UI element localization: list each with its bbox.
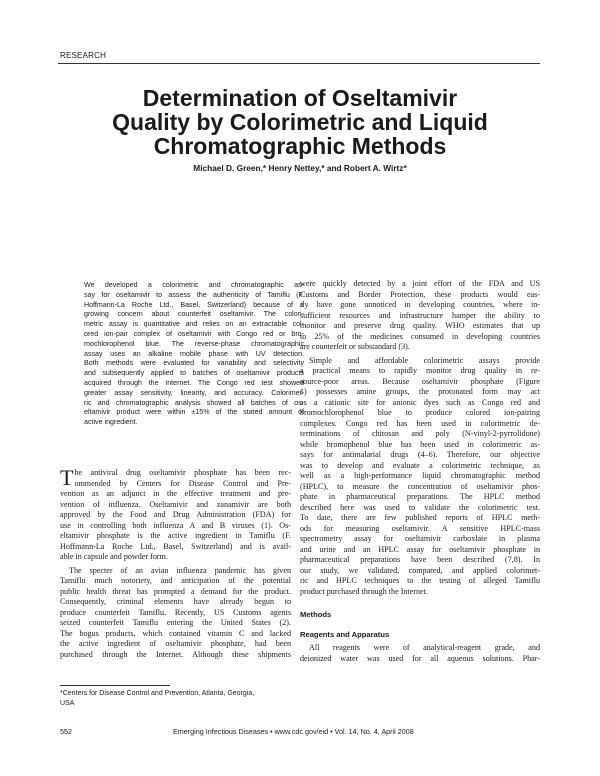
body-line: The bogus products, which contained vitamin C and lacked [60,628,291,638]
abstract-line: acquired through the Internet. The Congo red test showed [84,378,304,387]
affiliation-footnote [60,689,285,709]
body-line: phate in pharmaceutical preparations. The HPLC method [300,492,540,501]
body-line: were quickly detected by a joint effort of the FDA and US [300,279,540,288]
body-line: The specter of an avian influenza pandemic has given [69,565,291,575]
body-line: while bromophenol blue has been used in colorimetric as- [300,439,540,449]
body-line: says for antimalarial drugs (4–6). Therefore, our objective [300,450,540,459]
body-line: our study, we validated, compared, and applied colorimet- [300,565,540,575]
body-line: sufficient resources and infrastructure hamper the ability to [300,310,540,320]
body-line: purchased through the Internet. Although these shipments [60,649,291,659]
body-line: All reagents were of analytical-reagent grade, and [309,643,540,652]
body-column-left [60,465,291,660]
body-line: Consequently, criminal elements have already begun to [60,597,291,606]
abstract-line: assay uses an alkaline mobile phase with UV detection. [84,349,304,358]
body-line: pharmaceutical preparations have been described (7,8). In [300,555,540,564]
body-line: Hoffmann-La Roche Ltd., Basel, Switzerland) and is avail- [60,541,291,551]
body-line: are counterfeit or substandard (3). [300,342,410,351]
body-line: a practical means to rapidly monitor drug quality in re- [300,366,540,375]
body-line: To date, there are few published reports of HPLC meth- [300,513,540,522]
section-label: RESEARCH [60,51,107,60]
abstract [84,281,304,428]
body-line: complexes. Congo red has been used in colorimetric de- [300,418,540,428]
subsection-heading-reagents: Reagents and Apparatus [300,629,390,639]
body-line: terminations of chitosan and poly (N-vinyl-2-pyrrolidone) [300,429,540,438]
body-line: to 25% of the medicines consumed in developing countries [300,331,540,341]
footnote-line: *Centers for Disease Control and Prevention, Atlanta, Georgia, [60,690,255,697]
title-line: Chromatographic Methods [153,133,447,159]
body-line: he antiviral drug oseltamivir phosphate has been rec- [74,468,291,477]
body-line: vention of influenza. Oseltamivir and zanamivir are both [60,499,291,509]
body-line: 1) possesses amine groups, the protonated form may act [300,387,540,396]
abstract-line: eltamivir product were within ±15% of the stated amount of [84,408,304,417]
abstract-line: growing concern about counterfeit oseltamivir. The colori- [84,310,304,319]
body-line: (HPLC), to measure the concentration of oseltamivir phos- [300,481,540,491]
body-line: eltamivir phosphate is the active ingredient in Tamiflu (F. [60,531,291,540]
body-line: as a cationic site for anionic dyes such as Congo red and [300,397,540,407]
title-line: Quality by Colorimetric and Liquid [112,109,488,135]
body-line: bromochlorophenol blue to produce colored ion-pairing [300,408,540,417]
body-line: was to develop and evaluate a colorimetric technique, as [300,460,540,470]
body-line: ily have gone unnoticed in developing countries, where in- [300,300,540,309]
body-line: and urine and an HPLC assay for oseltamivir phosphate in [300,544,540,554]
body-line: able in capsule and powder form. [60,552,168,561]
body-line: ods for measuring oseltamivir. A sensitive HPLC-mass [300,523,540,533]
drop-cap: T [60,465,74,490]
article-title [60,86,540,158]
body-line: source-poor areas. Because oseltamivir phosphate (Figure [300,376,540,386]
body-line: seized counterfeit Tamiflu entering the United States (2). [60,618,291,627]
body-line: produce counterfeit Tamiflu. Recently, US Customs agents [60,607,291,617]
body-line: vention as an adjunct in the effective treatment and pre- [60,489,291,498]
footnote-rule [60,685,170,686]
body-column-right [300,279,540,664]
abstract-line: active ingredient. [84,418,138,427]
abstract-line: ric and chromatographic analysis showed all batches of os- [84,398,304,407]
page-number: 552 [60,727,72,736]
body-line: the active ingredient of oseltamivir phosphate, had been [60,639,291,648]
abstract-line: We developed a colorimetric and chromatographic as- [84,281,304,289]
author-list: Michael D. Green,* Henry Nettey,* and Robert A. Wirtz* [193,163,407,173]
abstract-line: ored ion-pair complex of oseltamivir with Congo red or bro- [84,329,304,338]
body-line: Customs and Border Protection, these products would eas- [300,289,540,299]
header-rule [58,63,540,64]
abstract-line: metric assay is quantitative and relies on an extractable col- [84,320,304,329]
body-line: described here was used to validate the colorimetric test. [300,502,540,512]
abstract-line: Hoffmann-La Roche Ltd., Basel, Switzerland) because of a [84,300,304,309]
abstract-line: greater assay sensitivity, linearity, and accuracy. Colorimet- [84,388,304,397]
body-line: spectrometry assay for oseltamivir carboxlate in plasma [300,534,540,543]
body-line: product purchased through the Internet. [300,586,428,596]
footnote-line: USA [60,700,75,707]
section-heading-methods: Methods [300,610,332,619]
body-line: well as a high-performance liquid chromatographic method [300,471,540,480]
abstract-line: and subsequently applied to batches of oseltamivir products [84,369,304,378]
title-line: Determination of Oseltamivir [142,85,458,111]
body-line: use in controlling both influenza A and B viruses (1). Os- [60,520,291,530]
body-line: deionized water was used for all aqueous solutions. Phar- [300,653,540,663]
journal-citation: Emerging Infectious Diseases • www.cdc.gov/eid • Vol. 14, No. 4, April 2008 [173,727,414,736]
abstract-line: mochlorophenol blue. The reverse-phase chromatographic [84,339,304,348]
body-line: approved by the Food and Drug Administration (FDA) for [60,510,291,519]
body-line: public health threat has prompted a demand for the product. [60,586,291,596]
body-line: monitor and preserve drug quality. WHO estimates that up [300,321,540,330]
body-line: Simple and affordable colorimetric assays provide [309,355,540,365]
abstract-line: say for oseltamivir to assess the authenticity of Tamiflu (F. [84,290,304,299]
body-line: Tamiflu much notoriety, and anticipation of the potential [60,576,291,585]
abstract-line: Both methods were evaluated for variability and selectivity [84,359,304,368]
body-line: ommended by Centers for Disease Control and Pre- [74,478,291,488]
body-line: ric and HPLC techniques to the testing of alleged Tamiflu [300,576,540,585]
